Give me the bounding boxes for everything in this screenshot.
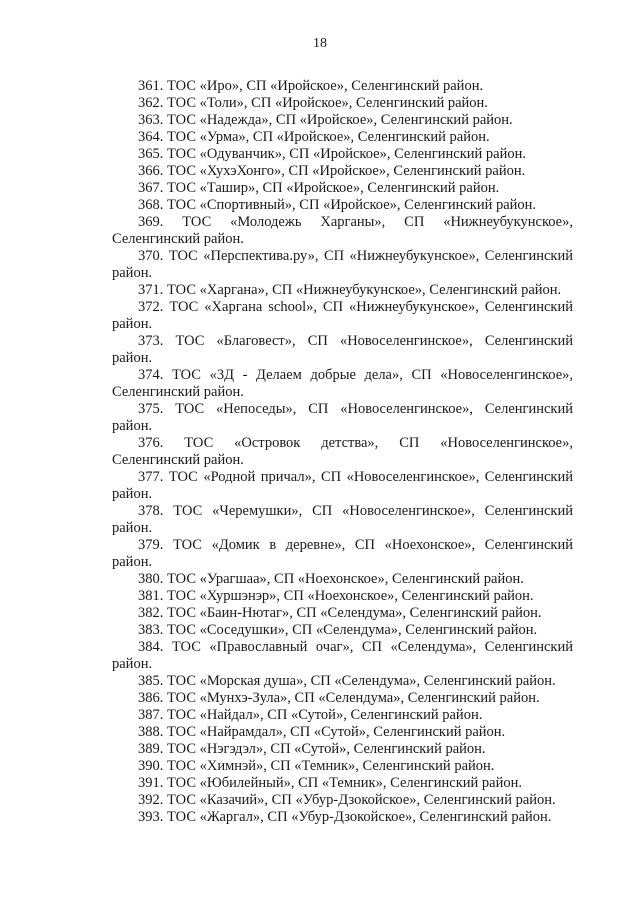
list-item: 376. ТОС «Островок детства», СП «Новоселенгинское», Селенгинский район. (112, 435, 573, 468)
list-item: 369. ТОС «Молодежь Харганы», СП «Нижнеубукунское», Селенгинский район. (112, 214, 573, 247)
list-item: 391. ТОС «Юбилейный», СП «Темник», Селенгинский район. (138, 775, 522, 791)
list-item: 377. ТОС «Родной причал», СП «Новоселенгинское», Селенгинский район. (112, 469, 573, 502)
list-item: 384. ТОС «Православный очаг», СП «Селендума», Селенгинский район. (112, 639, 573, 672)
list-item: 390. ТОС «Химнэй», СП «Темник», Селенгинский район. (138, 758, 495, 774)
list-item: 367. ТОС «Ташир», СП «Иройское», Селенгинский район. (138, 180, 500, 196)
list-item: 385. ТОС «Морская душа», СП «Селендума», Селенгинский район. (138, 673, 556, 689)
list-item: 388. ТОС «Найрамдал», СП «Сутой», Селенгинский район. (138, 724, 506, 740)
list-item: 389. ТОС «Нэгэдэл», СП «Сутой», Селенгинский район. (138, 741, 486, 757)
list-item: 379. ТОС «Домик в деревне», СП «Ноехонское», Селенгинский район. (112, 537, 573, 570)
page-number: 18 (313, 36, 327, 51)
list-item: 366. ТОС «ХухэХонго», СП «Иройское», Селенгинский район. (138, 163, 526, 179)
list-item: 364. ТОС «Урма», СП «Иройское», Селенгинский район. (138, 129, 490, 145)
list-item: 368. ТОС «Спортивный», СП «Иройское», Селенгинский район. (138, 197, 537, 213)
list-item: 393. ТОС «Жаргал», СП «Убур-Дзокойское», Селенгинский район. (138, 809, 552, 825)
list-item: 371. ТОС «Харгана», СП «Нижнеубукунское», Селенгинский район. (138, 282, 562, 298)
list-item: 381. ТОС «Хуршэнэр», СП «Ноехонское», Селенгинский район. (138, 588, 534, 604)
list-item: 361. ТОС «Иро», СП «Иройское», Селенгинский район. (138, 78, 484, 94)
list-item: 362. ТОС «Толи», СП «Иройское», Селенгинский район. (138, 95, 488, 111)
list-item: 375. ТОС «Непоседы», СП «Новоселенгинское», Селенгинский район. (112, 401, 573, 434)
list-item: 386. ТОС «Мунхэ-Зула», СП «Селендума», Селенгинский район. (138, 690, 540, 706)
document-body (112, 78, 573, 826)
list-item: 383. ТОС «Соседушки», СП «Селендума», Селенгинский район. (138, 622, 538, 638)
list-item: 365. ТОС «Одуванчик», СП «Иройское», Селенгинский район. (138, 146, 526, 162)
list-item: 373. ТОС «Благовест», СП «Новоселенгинское», Селенгинский район. (112, 333, 573, 366)
list-item: 363. ТОС «Надежда», СП «Иройское», Селенгинский район. (138, 112, 513, 128)
list-item: 370. ТОС «Перспектива.ру», СП «Нижнеубукунское», Селенгинский район. (112, 248, 573, 281)
list-item: 382. ТОС «Баин-Нютаг», СП «Селендума», Селенгинский район. (138, 605, 542, 621)
list-item: 378. ТОС «Черемушки», СП «Новоселенгинское», Селенгинский район. (112, 503, 573, 536)
list-item: 392. ТОС «Казачий», СП «Убур-Дзокойское», Селенгинский район. (138, 792, 556, 808)
list-item: 374. ТОС «3Д - Делаем добрые дела», СП «Новоселенгинское», Селенгинский район. (112, 367, 573, 400)
list-item: 380. ТОС «Урагшаа», СП «Ноехонское», Селенгинский район. (138, 571, 524, 587)
list-item: 387. ТОС «Найдал», СП «Сутой», Селенгинский район. (138, 707, 483, 723)
list-item: 372. ТОС «Харгана school», СП «Нижнеубукунское», Селенгинский район. (112, 299, 573, 332)
